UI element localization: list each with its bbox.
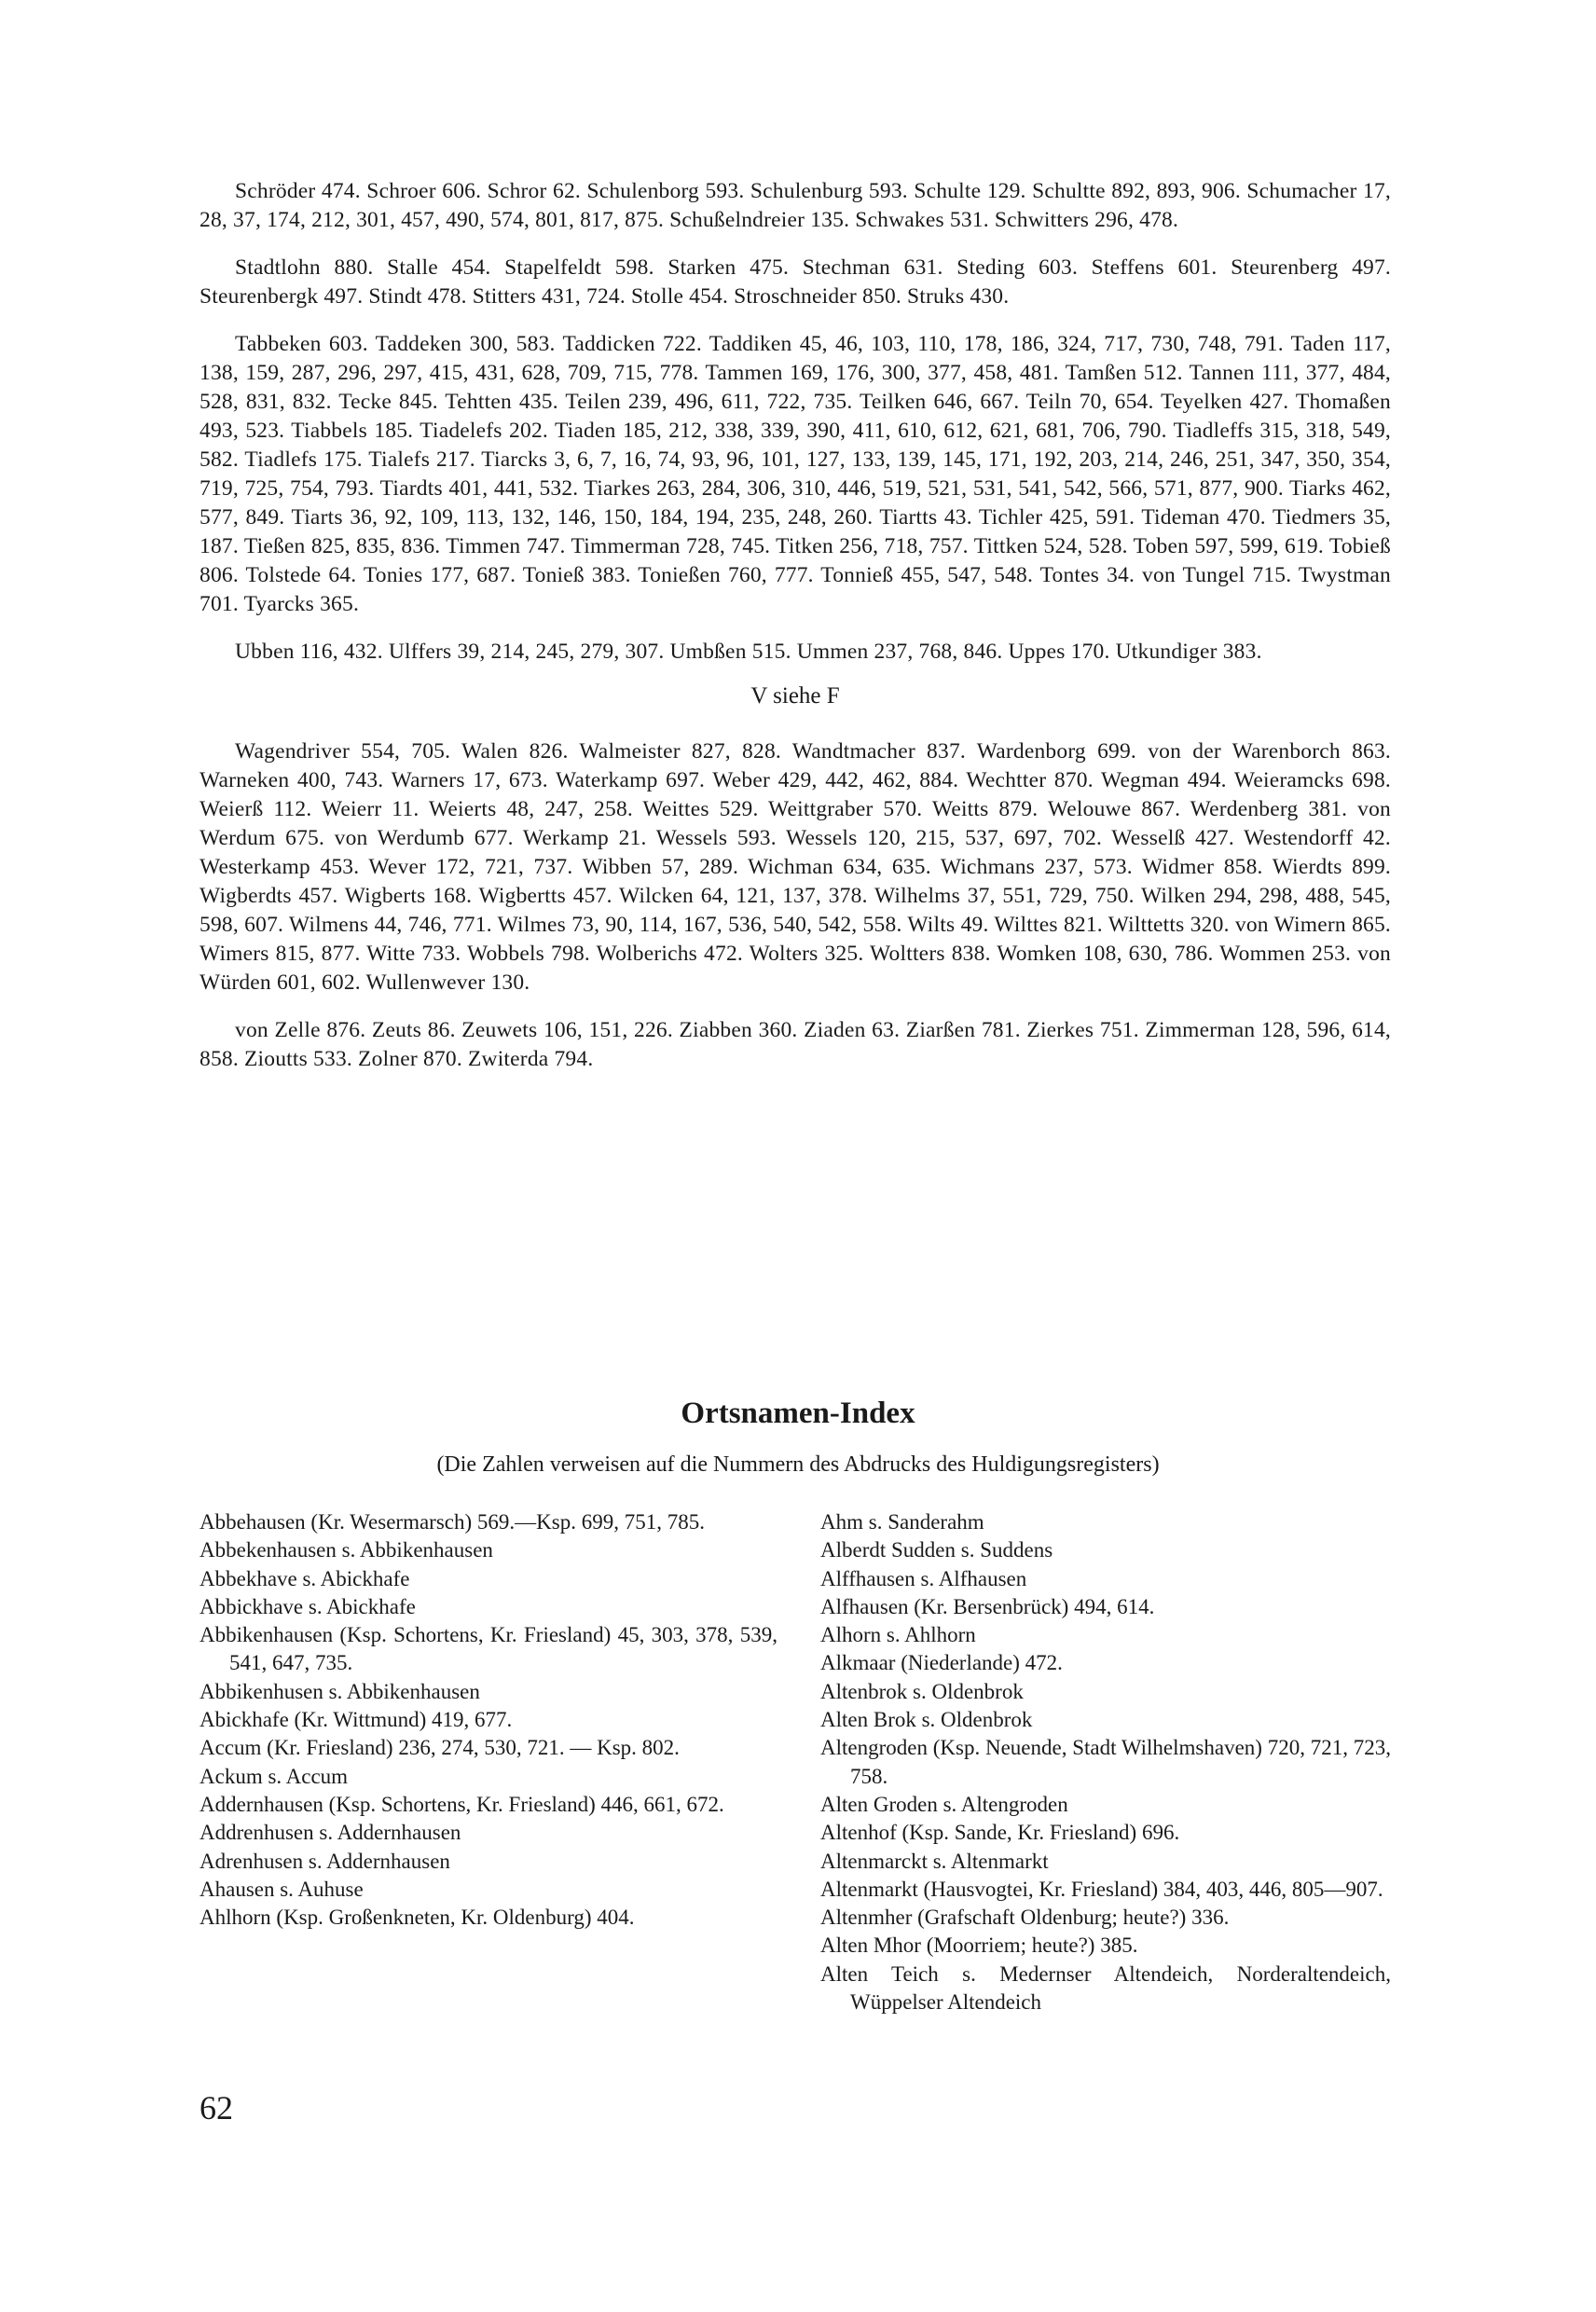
index-entry: Alffhausen s. Alfhausen [820, 1566, 1027, 1590]
index-entry: Altenmarkt (Hausvogtei, Kr. Friesland) 384, 403, 446, 805—907. [820, 1877, 1383, 1901]
index-entry: Altenmarckt s. Altenmarkt [820, 1849, 1049, 1873]
index-title: Ortsnamen-Index [681, 1397, 915, 1430]
index-entry: Abbehausen (Kr. Wesermarsch) 569.—Ksp. 699, 751, 785. [200, 1510, 705, 1534]
index-entry: Alten Mhor (Moorriem; heute?) 385. [820, 1934, 1138, 1958]
index-entry: Altenmher (Grafschaft Oldenburg; heute?) 336. [820, 1906, 1230, 1930]
index-entry: Addernhausen (Ksp. Schortens, Kr. Friesland) 446, 661, 672. [200, 1792, 724, 1816]
page-number: 62 [200, 2089, 233, 2126]
paragraph-u: Ubben 116, 432. Ulffers 39, 214, 245, 279, 307. Umbßen 515. Ummen 237, 768, 846. Uppes 170. Utkundiger 383. [235, 640, 1262, 664]
index-right-column [820, 1508, 1391, 2016]
index-entry: Abbikenhusen s. Abbikenhausen [200, 1679, 480, 1703]
index-entry: Alfhausen (Kr. Bersenbrück) 494, 614. [820, 1594, 1155, 1618]
index-entry: Abbikenhausen (Ksp. Schortens, Kr. Friesland) 45, 303, 378, 539, 541, 647, 735. [200, 1623, 777, 1675]
paragraph-w: Wagendriver 554, 705. Walen 826. Walmeister 827, 828. Wandtmacher 837. Wardenborg 699. von der Warenborch 863. Warneken 400, 743. Warners 17, 673. Waterkamp 697. Weber 429, 442, 462, 884. Wechtter 870. Wegman 494. Weieramcks 698. Weierß 112. Weierr 11. Weierts 48, 247, 258. Weittes 529. Weittgraber 570. Weitts 879. Welouwe 867. Werdenberg 381. von Werdum 675. von Werdumb 677. Werkamp 21. Wessels 593. Wessels 120, 215, 537, 697, 702. Wesselß 427. Westendorff 42. Westerkamp 453. Wever 172, 721, 737. Wibben 57, 289. Wichman 634, 635. Wichmans 237, 573. Widmer 858. Wierdts 899. Wigberdts 457. Wigberts 168. Wigbertts 457. Wilcken 64, 121, 137, 378. Wilhelms 37, 551, 729, 750. Wilken 294, 298, 488, 545, 598, 607. Wilmens 44, 746, 771. Wilmes 73, 90, 114, 167, 536, 540, 542, 558. Wilts 49. Wilttes 821. Wilttetts 320. von Wimern 865. Wimers 815, 877. Witte 733. Wobbels 798. Wolberichs 472. Wolters 325. Woltters 838. Womken 108, 630, 786. Wommen 253. von Würden 601, 602. Wullenwever 130. [200, 739, 1391, 995]
index-entry: Alten Teich s. Medernser Altendeich, Norderaltendeich, Wüppelser Altendeich [820, 1961, 1391, 2015]
index-entry: Ahlhorn (Ksp. Großenkneten, Kr. Oldenburg) 404. [200, 1906, 635, 1930]
index-subtitle: (Die Zahlen verweisen auf die Nummern des Abdrucks des Huldigungsregisters) [436, 1452, 1160, 1477]
paragraph-t: Tabbeken 603. Taddeken 300, 583. Taddicken 722. Taddiken 45, 46, 103, 110, 178, 186, 324, 717, 730, 748, 791. Taden 117, 138, 159, 287, 296, 297, 415, 431, 628, 709, 715, 778. Tammen 169, 176, 300, 377, 458, 481. Tamßen 512. Tannen 111, 377, 484, 528, 831, 832. Tecke 845. Tehtten 435. Teilen 239, 496, 611, 722, 735. Teilken 646, 667. Teiln 70, 654. Teyelken 427. Thomaßen 493, 523. Tiabbels 185. Tiadelefs 202. Tiaden 185, 212, 338, 339, 390, 411, 610, 612, 621, 681, 706, 790. Tiadleffs 315, 318, 549, 582. Tiadlefs 175. Tialefs 217. Tiarcks 3, 6, 7, 16, 74, 93, 96, 101, 127, 133, 139, 145, 171, 192, 203, 214, 246, 251, 347, 350, 354, 719, 725, 754, 793. Tiardts 401, 441, 532. Tiarkes 263, 284, 306, 310, 446, 519, 521, 531, 541, 542, 566, 571, 877, 900. Tiarks 462, 577, 849. Tiarts 36, 92, 109, 113, 132, 146, 150, 184, 194, 235, 248, 260. Tiartts 43. Tichler 425, 591. Tideman 470. Tiedmers 35, 187. Tießen 825, 835, 836. Timmen 747. Timmerman 728, 745. Titken 256, 718, 757. Tittken 524, 528. Toben 597, 599, 619. Tobieß 806. Tolstede 64. Tonies 177, 687. Tonieß 383. Tonießen 760, 777. Tonnieß 455, 547, 548. Tontes 34. von Tungel 715. Twystman 701. Tyarcks 365. [200, 332, 1391, 616]
index-entry: Accum (Kr. Friesland) 236, 274, 530, 721. — Ksp. 802. [200, 1736, 680, 1760]
index-entry: Ahm s. Sanderahm [820, 1510, 984, 1534]
index-entry: Alkmaar (Niederlande) 472. [820, 1651, 1063, 1675]
index-entry: Ackum s. Accum [200, 1764, 349, 1788]
v-see-f-note: V siehe F [750, 683, 840, 709]
index-entry: Abbekenhausen s. Abbikenhausen [200, 1538, 493, 1562]
index-entry: Alten Brok s. Oldenbrok [820, 1708, 1033, 1732]
index-entry: Abbickhave s. Abickhafe [200, 1594, 416, 1618]
index-entry: Altengroden (Ksp. Neuende, Stadt Wilhelmshaven) 720, 721, 723, 758. [820, 1736, 1391, 1788]
index-entry: Addrenhusen s. Addernhausen [200, 1821, 461, 1845]
paragraph-st: Stadtlohn 880. Stalle 454. Stapelfeldt 598. Starken 475. Stechman 631. Steding 603. Steffens 601. Steurenberg 497. Steurenbergk 497. Stindt 478. Stitters 431, 724. Stolle 454. Stroschneider 850. Struks 430. [200, 255, 1391, 309]
index-entry: Alhorn s. Ahlhorn [820, 1623, 976, 1647]
paragraph-sch: Schröder 474. Schroer 606. Schror 62. Schulenborg 593. Schulenburg 593. Schulte 129. Schultte 892, 893, 906. Schumacher 17, 28, 37, 174, 212, 301, 457, 490, 574, 801, 817, 875. Schußelndreier 135. Schwakes 531. Schwitters 296, 478. [200, 179, 1391, 232]
index-entry: Altenbrok s. Oldenbrok [820, 1679, 1024, 1703]
surname-index-continuation [200, 177, 1391, 1093]
index-entry: Ahausen s. Auhuse [200, 1877, 364, 1901]
index-entry: Alten Groden s. Altengroden [820, 1792, 1068, 1816]
index-entry: Adrenhusen s. Addernhausen [200, 1849, 450, 1873]
index-entry: Abbekhave s. Abickhafe [200, 1566, 410, 1590]
paragraph-z: von Zelle 876. Zeuts 86. Zeuwets 106, 151, 226. Ziabben 360. Ziaden 63. Ziarßen 781. Zierkes 751. Zimmerman 128, 596, 614, 858. Zioutts 533. Zolner 870. Zwiterda 794. [200, 1018, 1391, 1071]
index-entry: Abickhafe (Kr. Wittmund) 419, 677. [200, 1708, 513, 1732]
index-left-column [200, 1508, 777, 1932]
index-entry: Alberdt Sudden s. Suddens [820, 1538, 1053, 1562]
index-entry: Altenhof (Ksp. Sande, Kr. Friesland) 696. [820, 1821, 1180, 1845]
